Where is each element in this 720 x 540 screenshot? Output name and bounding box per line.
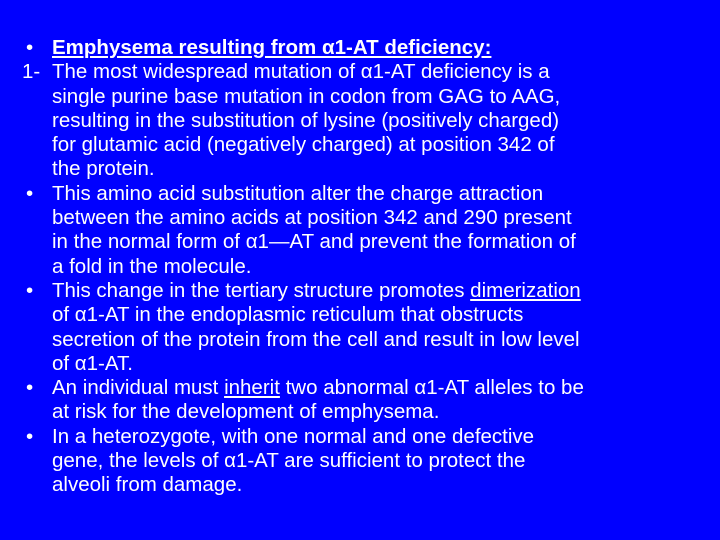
paragraph-line: resulting in the substitution of lysine (positively charged): [52, 108, 560, 132]
paragraph-line: [52, 376, 710, 400]
bullet-marker: •: [26, 181, 34, 205]
bullet-marker: •: [26, 424, 34, 448]
paragraph-line: a fold in the molecule.: [52, 254, 252, 278]
slide-title: [22, 36, 710, 60]
title-bullet: •: [26, 36, 34, 59]
numbered-item-1: [22, 60, 710, 181]
underlined-term-dimerization: dimerization: [470, 278, 581, 302]
paragraph-line: In a heterozygote, with one normal and one defective: [52, 424, 535, 448]
paragraph-line: the protein.: [52, 157, 155, 181]
paragraph-line: alveoli from damage.: [52, 473, 243, 497]
bullet-item-1: [22, 182, 710, 279]
bullet-marker: •: [26, 278, 34, 302]
item-number-marker: 1-: [22, 60, 41, 84]
line-text: This change in the tertiary structure promotes: [52, 278, 471, 302]
paragraph-line: single purine base mutation in codon from GAG to AAG,: [52, 84, 561, 108]
line-text: two abnormal α1-AT alleles to be: [279, 376, 584, 400]
paragraph-line: in the normal form of α1—AT and prevent the formation of: [52, 230, 576, 254]
title-text: Emphysema resulting from α1-AT deficiency:: [52, 36, 492, 59]
paragraph-line: of α1-AT in the endoplasmic reticulum that obstructs: [52, 303, 524, 327]
paragraph-line: for glutamic acid (negatively charged) at position 342 of: [52, 133, 555, 157]
paragraph-line: [52, 279, 710, 303]
paragraph-line: secretion of the protein from the cell and result in low level: [52, 327, 580, 351]
paragraph-line: between the amino acids at position 342 and 290 present: [52, 206, 572, 230]
line-text: An individual must: [52, 376, 225, 400]
paragraph-line: The most widespread mutation of α1-AT deficiency is a: [52, 60, 550, 84]
bullet-item-4: [22, 425, 710, 498]
bullet-item-2: [22, 279, 710, 376]
bullet-marker: •: [26, 376, 34, 400]
underlined-term-inherit: inherit: [224, 376, 280, 400]
paragraph-line: gene, the levels of α1-AT are sufficient to protect the: [52, 449, 526, 473]
paragraph-line: This amino acid substitution alter the charge attraction: [52, 181, 544, 205]
paragraph-line: of α1-AT.: [52, 351, 133, 375]
bullet-item-3: [22, 376, 710, 425]
paragraph-line: at risk for the development of emphysema.: [52, 400, 440, 424]
